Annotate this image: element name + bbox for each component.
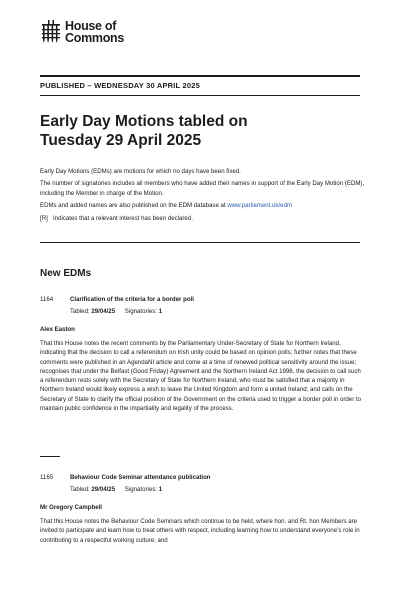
divider (40, 95, 360, 96)
motion-text: That this House notes the recent comments by the Parliamentary Under-Secretary of State for Northern Ireland, indicating that the decision to call a referendum on Irish unity could be based on opinion polls; further notes that these comments were published in an AgendaNI article and come at a time of renewed political sensitivity around the issue; recognises that under the Belfast (Good Friday) Agreement and the Northern Ireland Act 1998, the decision to call such a referendum rests solely with the Secretary of State for Northern Ireland, who must be satisfied that a majority in Northern Ireland would likely express a wish to leave the United Kingdom and form a united Ireland; and calls on the Secretary of State to clarify the official position of the Government on the criteria used to trigger a border poll in order to maintain public confidence in the impartiality and legality of the process. (40, 340, 361, 413)
section-heading: New EDMs (40, 268, 92, 279)
relevant-interest-mark: [R] (40, 214, 48, 222)
intro-paragraph (40, 214, 365, 223)
edm-number: 1164 (40, 296, 54, 303)
intro-text (40, 167, 365, 226)
edm-entry (40, 474, 360, 545)
page-title (40, 112, 360, 150)
signatories-label: Signatories: (124, 308, 157, 315)
logo-line-1: House of (65, 19, 117, 33)
divider (40, 242, 360, 243)
tabled-label: Tabled: (70, 308, 90, 315)
tabled-label: Tabled: (70, 486, 90, 493)
edm-number: 1165 (40, 474, 54, 481)
edm-meta (70, 308, 360, 315)
tabled-date: 29/04/25 (91, 308, 116, 315)
database-text: EDMs and added names are also published on the EDM database at (40, 202, 228, 210)
signatories-count: 1 (158, 308, 163, 315)
house-of-commons-logo (40, 20, 124, 44)
portcullis-icon (40, 20, 62, 44)
edm-title: Clarification of the criteria for a border poll (70, 296, 194, 303)
signatories-count: 1 (158, 486, 163, 493)
signatories-label: Signatories: (124, 486, 157, 493)
tabled-date: 29/04/25 (91, 486, 116, 493)
intro-paragraph: The number of signatories includes all members who have added their names in support of the Early Day Motion (EDM), including the Member in charge of the Motion. (40, 180, 365, 197)
member-name: Alex Easton (40, 326, 75, 333)
logo-line-2: Commons (65, 31, 125, 45)
intro-paragraph (40, 201, 365, 210)
entry-divider (40, 456, 60, 457)
intro-paragraph: Early Day Motions (EDMs) are motions for which no days have been fixed. (40, 168, 241, 175)
edm-entry (40, 296, 360, 413)
published-date: PUBLISHED – WEDNESDAY 30 APRIL 2025 (40, 81, 200, 90)
edm-database-link[interactable]: www.parliament.uk/edm (227, 202, 293, 210)
edm-meta (70, 486, 360, 493)
top-rule (40, 75, 360, 77)
member-name: Mr Gregory Campbell (40, 504, 102, 511)
edm-title: Behaviour Code Seminar attendance publication (70, 474, 211, 481)
motion-text: That this House notes the Behaviour Code Seminars which continue to be held, where hon. and Rt. hon Members are invited to participate and learn how to treat others with respect, including learning how to understand everyone’s role in contributing to a respectful working culture; and (40, 518, 360, 544)
title-line-2: Tuesday 29 April 2025 (40, 132, 202, 149)
relevant-interest-text: Indicates that a relevant interest has been declared. (53, 214, 193, 222)
title-line-1: Early Day Motions tabled on (40, 113, 248, 130)
